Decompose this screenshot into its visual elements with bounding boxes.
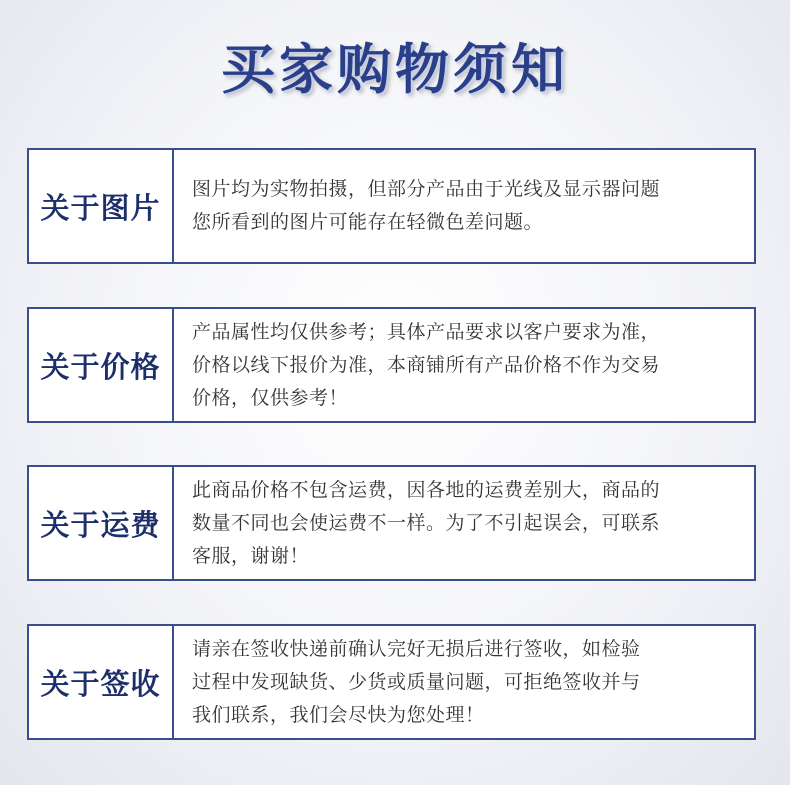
notice-card-pictures [27,148,756,264]
card-label: 关于运费 [29,467,174,579]
notice-card-receipt [27,624,756,740]
card-label: 关于图片 [29,150,174,262]
card-text: 产品属性均仅供参考；具体产品要求以客户要求为准， 价格以线下报价为准，本商铺所有产品价格不作为交易 价格，仅供参考！ [192,320,661,409]
card-label: 关于签收 [29,626,174,738]
notice-card-price [27,307,756,423]
card-text: 此商品价格不包含运费，因各地的运费差别大，商品的 数量不同也会使运费不一样。为了不引起误会，可联系 客服，谢谢！ [192,478,661,567]
card-label: 关于价格 [29,309,174,421]
card-text: 请亲在签收快递前确认完好无损后进行签收，如检验 过程中发现缺货、少货或质量问题，可拒绝签收并与 我们联系，我们会尽快为您处理！ [192,637,641,726]
page-title: 买家购物须知 [221,38,569,101]
notice-card-shipping [27,465,756,581]
card-text: 图片均为实物拍摄，但部分产品由于光线及显示器问题 您所看到的图片可能存在轻微色差问题。 [192,178,661,233]
